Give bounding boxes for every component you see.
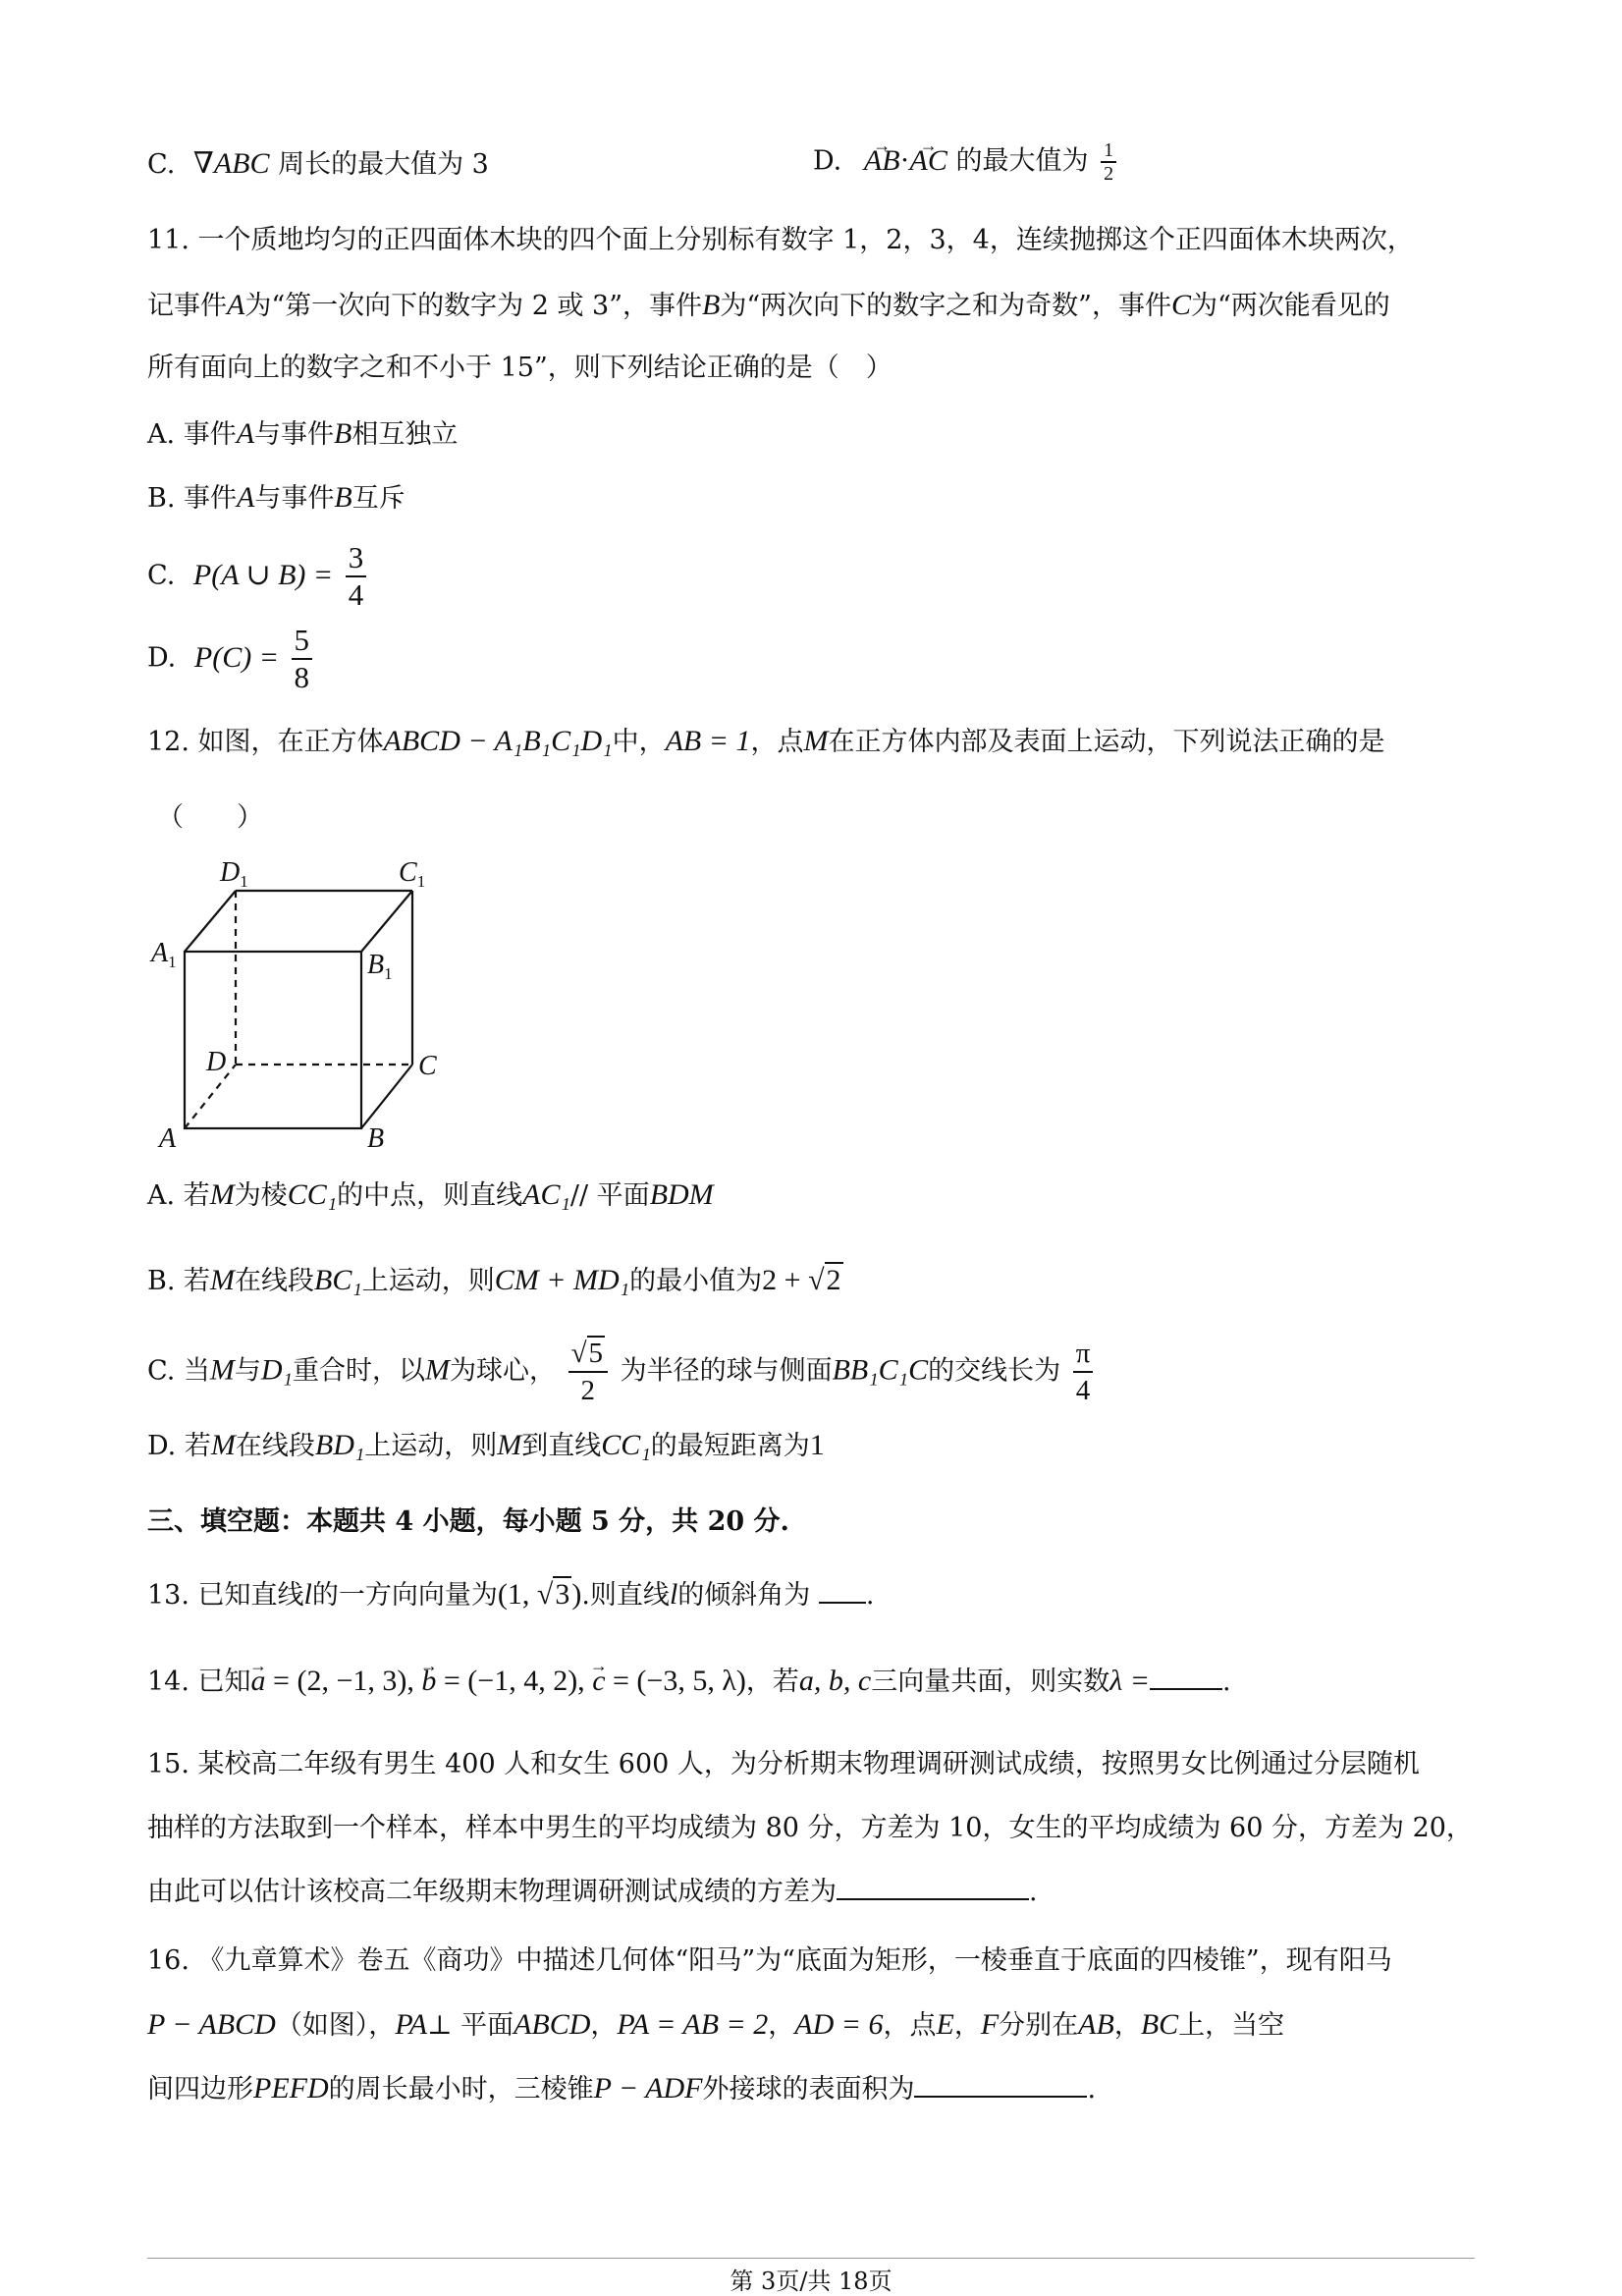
q11-option-c: C. P(A ∪ B) = $\frac{3}{4}$ <box>147 540 370 613</box>
q15-line-3: 由此可以估计该校高二年级期末物理调研测试成绩的方差为 . <box>147 1877 1038 1907</box>
q12-line-2: （ ） <box>157 802 263 833</box>
option-text: 的最大值为 <box>955 145 1089 177</box>
label-b1: $B_1$ <box>367 950 393 983</box>
label-b: B <box>367 1123 385 1154</box>
q12-option-b: B. 若M在线段BC₁上运动，则CM + MD₁的最小值为2 + √2 <box>147 1264 841 1296</box>
triangle-name: ABC <box>213 147 270 180</box>
q12-line-1: 12. 如图，在正方体ABCD − A₁B₁C₁D₁中，AB = 1，点M在正方体内部及表面上运动，下列说法正确的是 <box>147 725 1385 757</box>
option-label: C. <box>147 149 176 180</box>
q11-option-a: A. 事件A与事件B相互独立 <box>147 417 459 450</box>
answer-blank[interactable] <box>837 1898 1029 1900</box>
q11-line-3: 所有面向上的数字之和不小于 15”，则下列结论正确的是（ ） <box>147 353 892 383</box>
vector-ab: → AB <box>864 144 900 178</box>
fraction-five-eighths: $\frac{5}{8}$ <box>292 623 313 695</box>
label-c: C <box>418 1051 437 1081</box>
probability-expr: P(A ∪ B) = <box>192 558 334 591</box>
q12-option-d: D. 若M在线段BD₁上运动，则M到直线CC₁的最短距离为1 <box>147 1429 825 1461</box>
q11-option-d: D. P(C) = $\frac{5}{8}$ <box>147 623 316 695</box>
q12-option-c: C. 当M与D₁重合时，以M为球心， $\frac{√5}{2}$ 为半径的球与侧面BB₁C₁C的交线长为 $\frac{\pi}{4}$ <box>147 1336 1097 1408</box>
label-c1: $C_1$ <box>399 857 426 891</box>
option-text: 周长的最大值为 3 <box>278 149 489 180</box>
label-a: A <box>159 1123 177 1154</box>
fraction-one-half: $\frac{1}{2}$ <box>1101 139 1116 185</box>
q14-line: 14. 已知→ a = (2, −1, 3), → b = (−1, 4, 2), → c = (−3, 5, λ)，若a, b, c三向量共面，则实数λ = . <box>147 1665 1231 1699</box>
answer-blank[interactable] <box>819 1602 866 1604</box>
q15-line-2: 抽样的方法取到一个样本，样本中男生的平均成绩为 80 分，方差为 10，女生的平均成绩为 60 分，方差为 20， <box>147 1813 1473 1843</box>
label-d1: $D_1$ <box>220 857 248 891</box>
q16-line-1: 16. 《九章算术》卷五《商功》中描述几何体“阳马”为“底面为矩形，一棱垂直于底面的四棱锥”，现有阳马 <box>147 1945 1392 1976</box>
probability-expr: P(C) = <box>193 640 279 674</box>
fraction-sqrt5-over-2: $\frac{√5}{2}$ <box>568 1336 608 1408</box>
q10-option-d <box>813 139 1120 185</box>
vector-ac: → AC <box>910 144 947 178</box>
q11-option-b: B. 事件A与事件B互斥 <box>147 481 406 514</box>
q12-option-a: A. 若M为棱CC₁的中点，则直线AC₁// 平面BDM <box>147 1178 714 1211</box>
q13-line: 13. 已知直线l的一方向向量为(1, √3).则直线l的倾斜角为 . <box>147 1578 875 1611</box>
q16-line-3: 间四边形PEFD的周长最小时，三棱锥P − ADF外接球的表面积为 . <box>147 2072 1097 2105</box>
fraction-pi-over-4: $\frac{\pi}{4}$ <box>1073 1336 1094 1408</box>
q11-line-2: 记事件A为“第一次向下的数字为 2 或 3”，事件B为“两次向下的数字之和为奇数”，事件C为“两次能看见的 <box>147 289 1390 321</box>
triangle-symbol: ∇ <box>192 147 214 180</box>
q11-line-1: 11. 一个质地均匀的正四面体木块的四个面上分别标有数字 1，2，3，4，连续抛掷这个正四面体木块两次， <box>147 225 1414 255</box>
answer-blank[interactable] <box>914 2096 1087 2098</box>
label-d: D <box>206 1047 227 1077</box>
q16-line-2: P − ABCD（如图），PA⊥ 平面ABCD，PA = AB = 2，AD = 6，点E，F分别在AB，BC上，当空 <box>147 2008 1285 2041</box>
q10-option-c <box>147 147 489 182</box>
q15-line-1: 15. 某校高二年级有男生 400 人和女生 600 人，为分析期末物理调研测试成绩，按照男女比例通过分层随机 <box>147 1749 1420 1779</box>
label-a1: $A_1$ <box>151 938 177 971</box>
page-footer: 第 3页/共 18页 <box>0 2262 1622 2296</box>
answer-blank[interactable] <box>1150 1688 1222 1690</box>
option-label: D. <box>813 145 842 177</box>
section-3-title: 三、填空题：本题共 4 小题，每小题 5 分，共 20 分. <box>147 1506 789 1537</box>
cube-figure <box>147 847 501 1161</box>
dot-operator: · <box>899 143 910 177</box>
fraction-three-quarters: $\frac{3}{4}$ <box>346 540 367 613</box>
